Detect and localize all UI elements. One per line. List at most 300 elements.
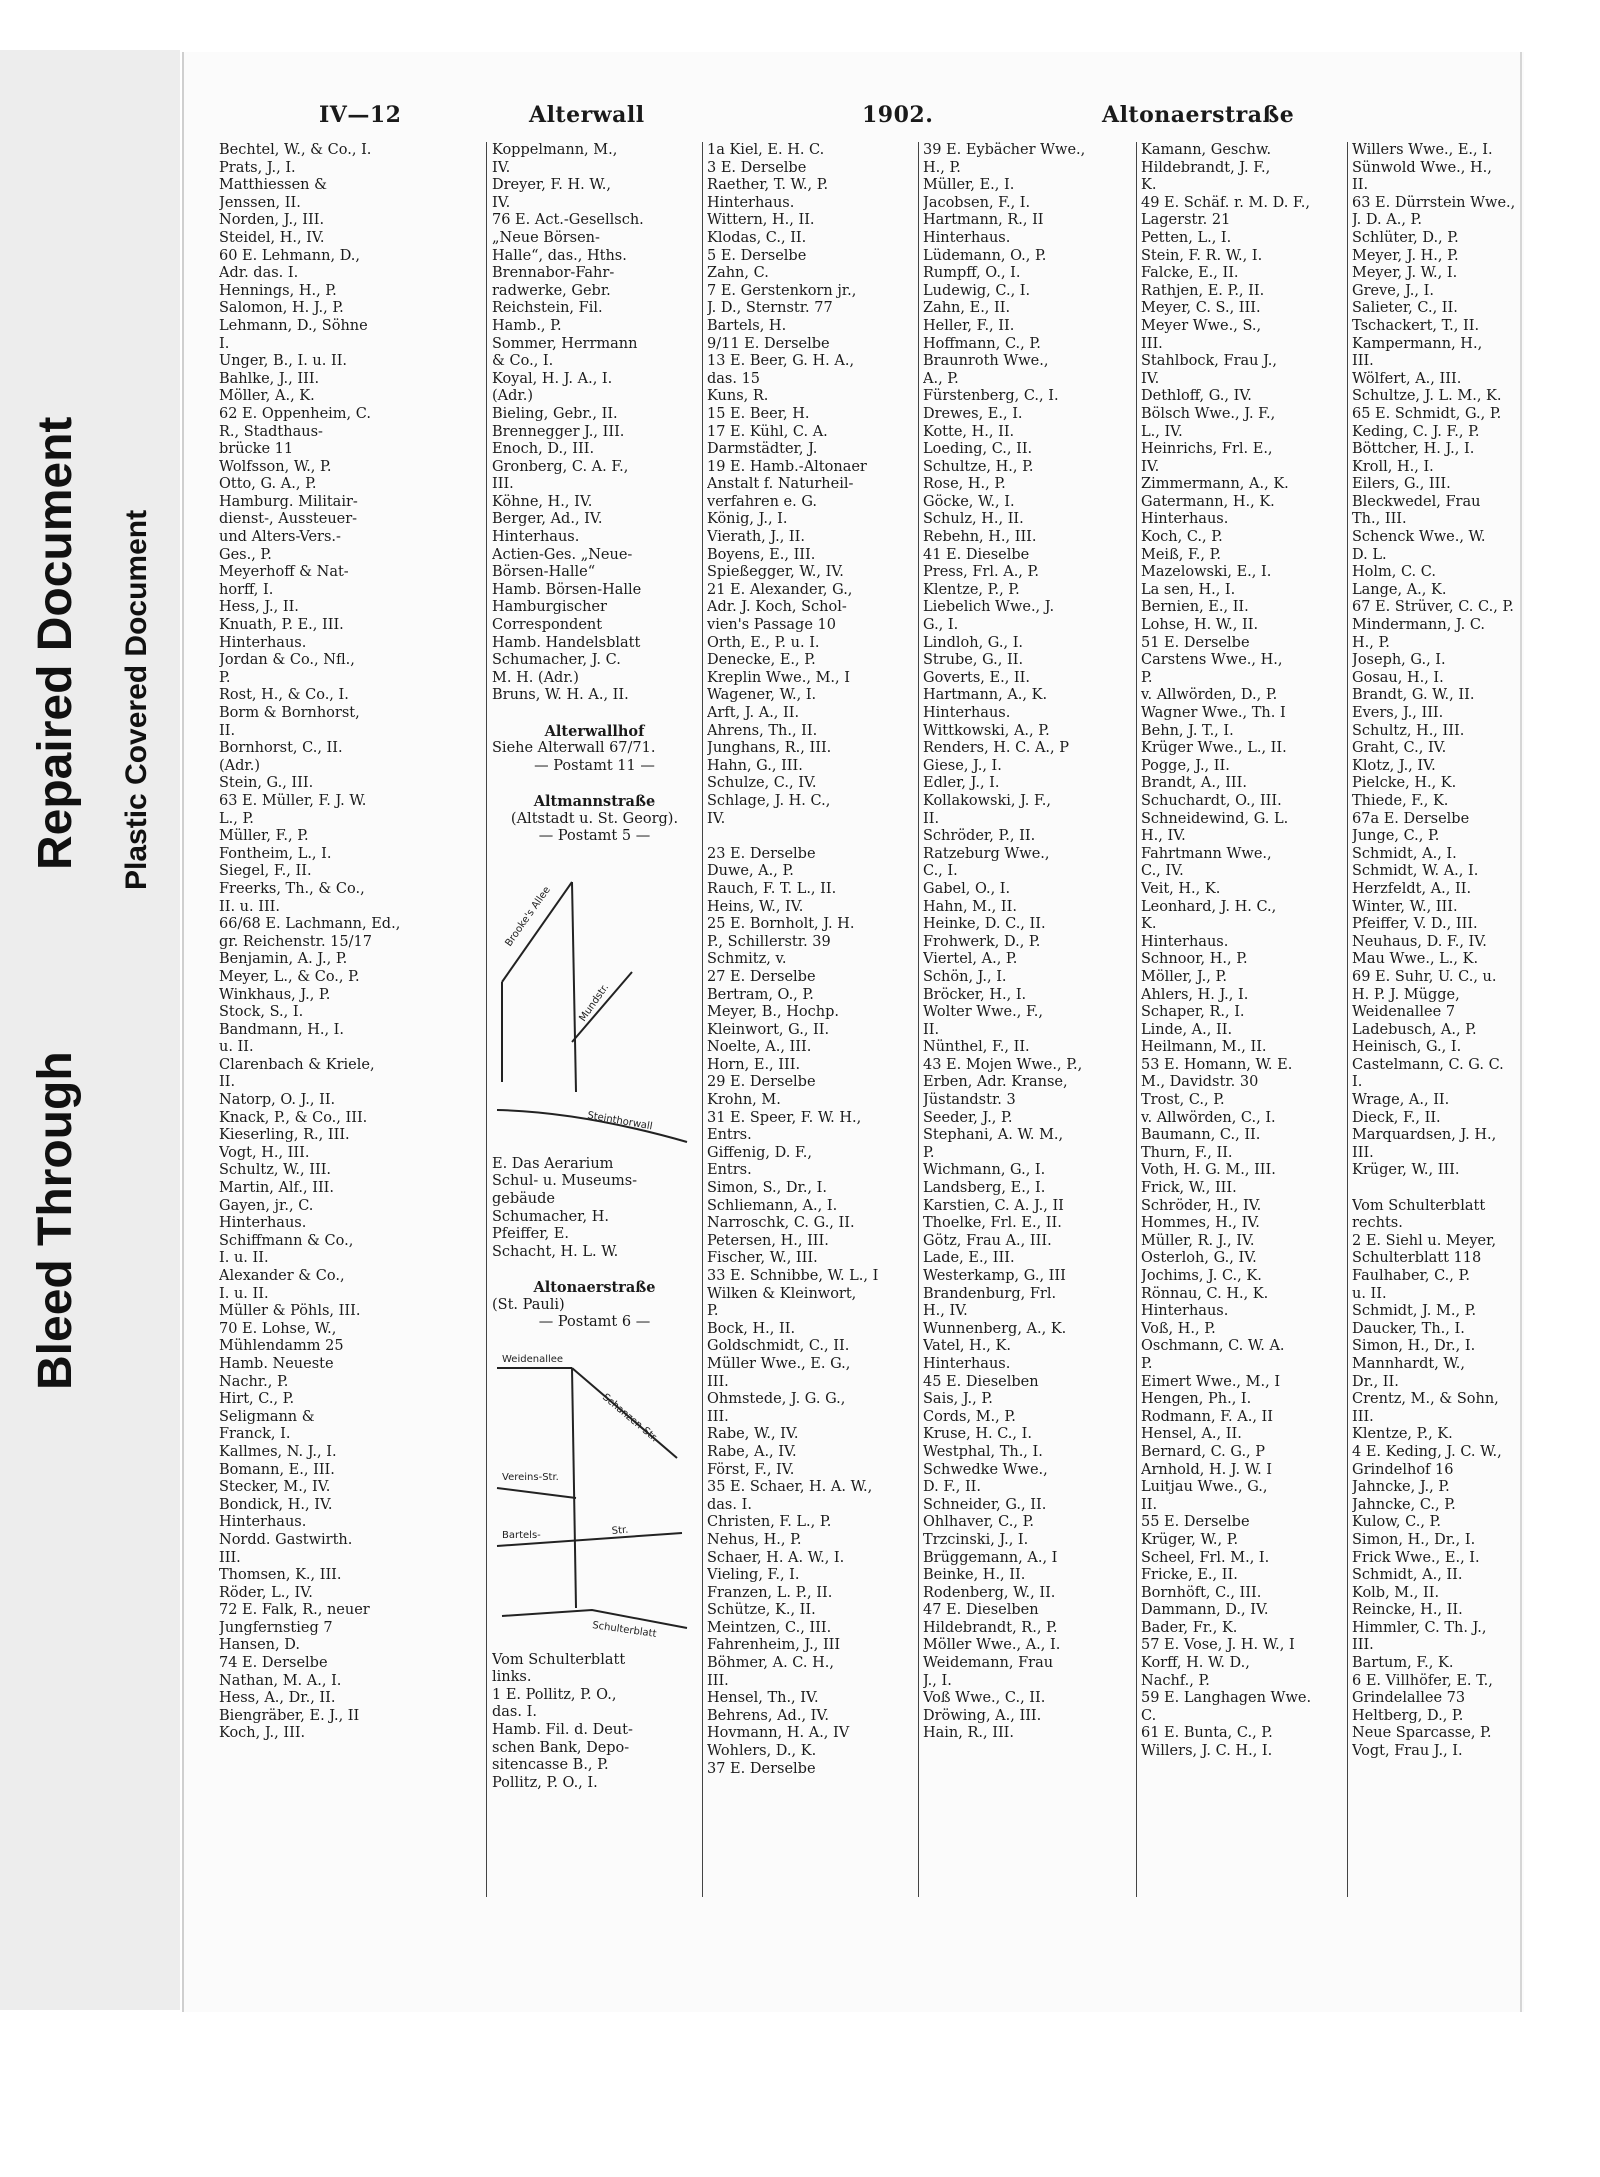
- directory-entry: I. u. II.: [219, 1250, 269, 1267]
- directory-entry: Stein, G., III.: [219, 775, 314, 792]
- directory-entry: Böhmer, A. C. H.,: [707, 1655, 834, 1672]
- directory-entry: Liebelich Wwe., J.: [923, 599, 1055, 616]
- directory-entry: Wittkowski, A., P.: [923, 722, 1050, 739]
- year-heading: 1902.: [862, 102, 934, 128]
- directory-entry: Schütze, K., II.: [707, 1602, 816, 1619]
- directory-entry: sitencasse B., P.: [492, 1757, 609, 1774]
- directory-entry: Linde, A., II.: [1141, 1021, 1233, 1038]
- directory-entry: H., IV.: [1141, 828, 1186, 845]
- directory-entry: Hinterhaus.: [1141, 933, 1229, 950]
- directory-entry: Alexander & Co.,: [219, 1268, 345, 1284]
- directory-entry: Mühlendamm 25: [219, 1338, 344, 1355]
- directory-entry: Hamb. Börsen-Halle: [492, 581, 642, 598]
- directory-entry: Hennings, H., P.: [219, 282, 337, 299]
- directory-entry: 67 E. Strüver, C. C., P.: [1352, 599, 1514, 616]
- directory-entry: Gronberg, C. A. F.,: [492, 458, 629, 475]
- directory-entry: D. F., II.: [923, 1479, 982, 1496]
- directory-entry: Götz, Frau A., III.: [923, 1232, 1052, 1249]
- column-3: [707, 142, 912, 1778]
- directory-entry: Krüger, W., III.: [1352, 1162, 1460, 1179]
- map-street-line: [497, 1488, 576, 1498]
- directory-entry: Winter, W., III.: [1352, 898, 1458, 915]
- directory-entry: Schlüter, D., P.: [1352, 229, 1459, 246]
- directory-entry: Halle“, das., Hths.: [492, 247, 627, 264]
- directory-entry: H., P.: [923, 159, 961, 176]
- directory-entry: 65 E. Schmidt, G., P.: [1352, 405, 1502, 422]
- map-street-label: Brooke's Allee: [503, 884, 553, 949]
- directory-entry: Beinke, H., II.: [923, 1567, 1026, 1584]
- directory-entry: II.: [1141, 1496, 1158, 1513]
- directory-entry: u. II.: [219, 1039, 254, 1056]
- directory-entry: Simon, H., Dr., I.: [1352, 1531, 1476, 1548]
- directory-entry: Trzcinski, J., I.: [923, 1531, 1029, 1548]
- directory-entry: Himmler, C. Th. J.,: [1352, 1619, 1487, 1636]
- directory-entry: Wolter Wwe., F.,: [923, 1004, 1043, 1021]
- directory-entry: Hartmann, R., II: [923, 212, 1044, 229]
- directory-entry: M., Davidstr. 30: [1141, 1074, 1259, 1091]
- directory-entry: Hansen, D.: [219, 1637, 300, 1654]
- directory-entry: Baumann, C., II.: [1141, 1127, 1261, 1144]
- directory-entry: Press, Frl. A., P.: [923, 564, 1039, 581]
- directory-entry: Duwe, A., P.: [707, 863, 794, 880]
- directory-entry: 7 E. Gerstenkorn jr.,: [707, 282, 857, 299]
- directory-entry: Vogt, Frau J., I.: [1352, 1743, 1463, 1760]
- directory-entry: Schröder, H., IV.: [1141, 1197, 1262, 1214]
- directory-entry: Grindelhof 16: [1352, 1461, 1454, 1478]
- directory-entry: Hess, A., Dr., II.: [219, 1690, 336, 1707]
- directory-entry: Adr. das. I.: [219, 265, 299, 282]
- directory-entry: Frick Wwe., E., I.: [1352, 1549, 1480, 1566]
- directory-entry: Vom Schulterblatt: [1352, 1197, 1486, 1214]
- directory-entry: Correspondent: [492, 617, 603, 634]
- directory-entry: Dr., II.: [1352, 1373, 1399, 1390]
- directory-entry: II.: [923, 810, 940, 827]
- directory-entry: Marquardsen, J. H.,: [1352, 1127, 1497, 1144]
- directory-entry: Mannhardt, W.,: [1352, 1355, 1465, 1372]
- directory-entry: Dethloff, G., IV.: [1141, 388, 1252, 405]
- directory-entry: Klentze, P., K.: [1352, 1426, 1453, 1443]
- directory-entry: K.: [1141, 916, 1157, 933]
- directory-entry: Schmidt, J. M., P.: [1352, 1303, 1477, 1320]
- directory-entry: Sais, J., P.: [923, 1391, 993, 1408]
- directory-entry: J. D. A., P.: [1352, 212, 1422, 229]
- directory-entry: das. 15: [707, 370, 761, 387]
- directory-entry: Wunnenberg, A., K.: [923, 1320, 1067, 1337]
- directory-entry: Kampermann, H.,: [1352, 335, 1483, 352]
- directory-entry: Falcke, E., II.: [1141, 265, 1239, 282]
- directory-entry: R., Stadthaus-: [219, 423, 323, 440]
- directory-entry: Bleckwedel, Frau: [1352, 493, 1481, 510]
- directory-entry: Boyens, E., III.: [707, 546, 816, 563]
- directory-entry: Horn, E., III.: [707, 1056, 801, 1073]
- directory-entry: Vieling, F., I.: [707, 1567, 800, 1584]
- directory-entry: III.: [1141, 335, 1163, 352]
- directory-entry: Wrage, A., II.: [1352, 1092, 1450, 1109]
- directory-entry: Schuchardt, O., III.: [1141, 792, 1282, 809]
- directory-entry: Kotte, H., II.: [923, 423, 1015, 440]
- directory-entry: Reichstein, Fil.: [492, 300, 603, 317]
- directory-entry: Hildebrandt, J. F.,: [1141, 159, 1271, 176]
- directory-entry: Schulz, H., II.: [923, 511, 1024, 528]
- directory-entry: Wichmann, G., I.: [923, 1162, 1046, 1179]
- directory-entry: Brennabor-Fahr-: [492, 265, 615, 282]
- map-street-label: Vereins-Str.: [502, 1471, 559, 1483]
- directory-entry: P., Schillerstr. 39: [707, 933, 831, 950]
- directory-entry: H., P.: [1352, 634, 1390, 651]
- directory-entry: Hoffmann, C., P.: [923, 335, 1041, 352]
- directory-entry: 37 E. Derselbe: [707, 1760, 816, 1777]
- directory-entry: 72 E. Falk, R., neuer: [219, 1602, 370, 1619]
- directory-entry: Pielcke, H., K.: [1352, 775, 1457, 792]
- directory-entry: L., IV.: [1141, 423, 1183, 440]
- directory-entry: Vatel, H., K.: [923, 1338, 1011, 1355]
- directory-entry: Entrs.: [707, 1162, 752, 1179]
- directory-entry: Hinterhaus.: [923, 229, 1011, 246]
- directory-entry: Mindermann, J. C.: [1352, 617, 1485, 634]
- directory-entry: Meiß, F., P.: [1141, 546, 1222, 563]
- directory-entry: Klodas, C., II.: [707, 229, 807, 246]
- directory-entry: Raether, T. W., P.: [707, 177, 829, 194]
- directory-entry: 17 E. Kühl, C. A.: [707, 423, 828, 440]
- directory-entry: Stock, S., I.: [219, 1004, 304, 1021]
- directory-entry: Dieck, F., II.: [1352, 1109, 1441, 1126]
- directory-entry: Bernard, C. G., P: [1141, 1443, 1266, 1460]
- directory-entry: Kleinwort, G., II.: [707, 1021, 830, 1038]
- map-street-label: Weidenallee: [502, 1353, 564, 1365]
- directory-entry: Hamburg. Militair-: [219, 493, 358, 510]
- column-2: [492, 142, 697, 1792]
- directory-entry: Nehus, H., P.: [707, 1531, 802, 1548]
- map-street-label: Str.: [611, 1524, 629, 1537]
- directory-entry: 6 E. Villhöfer, E. T.,: [1352, 1672, 1493, 1689]
- directory-entry: C., IV.: [1141, 863, 1184, 880]
- column-divider: [1136, 142, 1137, 1897]
- directory-entry: Dreyer, F. H. W.,: [492, 177, 611, 194]
- directory-entry: Krüger, W., P.: [1141, 1531, 1239, 1548]
- directory-entry: Weidemann, Frau: [923, 1655, 1054, 1672]
- directory-entry: v. Allwörden, D., P.: [1141, 687, 1278, 704]
- directory-entry: M. H. (Adr.): [492, 669, 579, 686]
- directory-entry: 45 E. Dieselben: [923, 1373, 1039, 1390]
- directory-entry: Fürstenberg, C., I.: [923, 388, 1059, 405]
- directory-entry: Kruse, H. C., I.: [923, 1426, 1032, 1443]
- directory-entry: Martin, Alf., III.: [219, 1180, 335, 1197]
- directory-entry: Arnhold, H. J. W. I: [1141, 1461, 1273, 1478]
- directory-entry: Fricke, E., II.: [1141, 1567, 1238, 1584]
- directory-entry: Oschmann, C. W. A.: [1141, 1338, 1285, 1355]
- directory-entry: Petten, L., I.: [1141, 229, 1232, 246]
- directory-entry: IV.: [1141, 370, 1160, 387]
- directory-entry: Bomann, E., III.: [219, 1461, 335, 1478]
- directory-entry: J. D., Sternstr. 77: [707, 300, 833, 317]
- directory-entry: Heilmann, M., II.: [1141, 1039, 1267, 1056]
- directory-entry: Bader, Fr., K.: [1141, 1619, 1238, 1636]
- directory-entry: Dammann, D., IV.: [1141, 1602, 1269, 1619]
- directory-entry: Renders, H. C. A., P: [923, 740, 1070, 757]
- directory-entry: Hildebrandt, R., P.: [923, 1619, 1058, 1636]
- directory-entry: Loeding, C., II.: [923, 441, 1033, 458]
- directory-entry: Hamb. Fil. d. Deut-: [492, 1722, 633, 1739]
- street-section-heading: Altonaerstraße: [533, 1278, 656, 1296]
- directory-entry: Pfeiffer, V. D., III.: [1352, 916, 1478, 933]
- directory-entry: J., I.: [923, 1672, 952, 1689]
- directory-entry: III.: [1352, 353, 1374, 370]
- directory-entry: Ludewig, C., I.: [923, 282, 1031, 299]
- directory-entry: 19 E. Hamb.-Altonaer: [707, 458, 867, 475]
- directory-entry: Wittern, H., II.: [707, 212, 815, 229]
- directory-entry: Kuns, R.: [707, 388, 769, 405]
- directory-entry: Rodmann, F. A., II: [1141, 1408, 1273, 1425]
- directory-entry: rechts.: [1352, 1215, 1403, 1232]
- directory-entry: Schultze, J. L. M., K.: [1352, 388, 1502, 405]
- directory-entry: brücke 11: [219, 441, 294, 458]
- directory-entry: Jahncke, C., P.: [1352, 1496, 1456, 1513]
- section-note: (Altstadt u. St. Georg).: [510, 810, 679, 827]
- directory-entry: Koch, J., III.: [219, 1725, 306, 1742]
- street-section-heading: Alterwallhof: [544, 722, 645, 740]
- directory-entry: 5 E. Derselbe: [707, 247, 807, 264]
- directory-entry: Lüdemann, O., P.: [923, 247, 1047, 264]
- directory-entry: Brandenburg, Frl.: [923, 1285, 1057, 1302]
- directory-entry: Schultz, W., III.: [219, 1162, 332, 1179]
- directory-entry: Tschackert, T., II.: [1352, 317, 1480, 334]
- directory-entry: Brandt, G. W., II.: [1352, 687, 1475, 704]
- directory-entry: P.: [923, 1144, 935, 1161]
- directory-entry: E. Das Aerarium: [492, 1155, 614, 1172]
- directory-entry: Schneider, G., II.: [923, 1496, 1047, 1513]
- directory-entry: 70 E. Lohse, W.,: [219, 1320, 337, 1337]
- directory-entry: I.: [219, 335, 230, 352]
- directory-entry: Schumacher, H.: [492, 1208, 609, 1225]
- directory-entry: Schnoor, H., P.: [1141, 951, 1248, 968]
- directory-entry: 35 E. Schaer, H. A. W.,: [707, 1479, 873, 1496]
- directory-entry: Eilers, G., III.: [1352, 476, 1451, 493]
- directory-entry: Bartum, F., K.: [1352, 1655, 1454, 1672]
- directory-entry: Hahn, M., II.: [923, 898, 1017, 915]
- directory-entry: 2 E. Siehl u. Meyer,: [1352, 1232, 1497, 1249]
- directory-entry: Schmitz, v.: [707, 951, 787, 968]
- directory-entry: Rost, H., & Co., I.: [219, 687, 349, 704]
- column-5: [1141, 142, 1346, 1761]
- directory-entry: verfahren e. G.: [707, 493, 817, 510]
- directory-entry: 53 E. Homann, W. E.: [1141, 1056, 1293, 1073]
- directory-entry: III.: [492, 476, 514, 493]
- directory-entry: P.: [1141, 669, 1153, 686]
- directory-entry: Jungfernstieg 7: [219, 1619, 333, 1636]
- directory-entry: IV.: [492, 159, 511, 176]
- directory-entry: Meyer, C. S., III.: [1141, 300, 1261, 317]
- directory-entry: 55 E. Derselbe: [1141, 1514, 1250, 1531]
- directory-entry: Brandt, A., III.: [1141, 775, 1247, 792]
- directory-entry: Entrs.: [707, 1127, 752, 1144]
- directory-entry: Schul- u. Museums-: [492, 1173, 638, 1190]
- directory-entry: Voth, H. G. M., III.: [1141, 1162, 1276, 1179]
- directory-entry: Hartmann, A., K.: [923, 687, 1048, 704]
- directory-entry: gebäude: [492, 1190, 555, 1207]
- directory-entry: Wolfsson, W., P.: [219, 458, 332, 475]
- directory-entry: Simon, H., Dr., I.: [1352, 1338, 1476, 1355]
- map-street-line: [572, 1368, 576, 1608]
- directory-entry: Wagner Wwe., Th. I: [1141, 705, 1286, 721]
- directory-entry: Schneidewind, G. L.: [1141, 810, 1289, 827]
- directory-entry: Benjamin, A. J., P.: [219, 951, 348, 968]
- directory-entry: Kreplin Wwe., M., I: [707, 669, 850, 686]
- directory-entry: Eimert Wwe., M., I: [1141, 1373, 1281, 1390]
- directory-entry: Mazelowski, E., I.: [1141, 564, 1272, 581]
- directory-entry: Matthiessen &: [219, 177, 328, 194]
- directory-entry: Lehmann, D., Söhne: [219, 317, 368, 334]
- directory-entry: Gosau, H., I.: [1352, 669, 1444, 686]
- directory-entry: Lohse, H. W., II.: [1141, 617, 1259, 634]
- directory-entry: 4 E. Keding, J. C. W.,: [1352, 1443, 1502, 1460]
- directory-entry: II.: [1352, 177, 1369, 194]
- directory-entry: 67a E. Derselbe: [1352, 810, 1470, 827]
- street-heading-left: Alterwall: [529, 102, 645, 128]
- spacer: [492, 705, 697, 723]
- directory-entry: Frohwerk, D., P.: [923, 933, 1041, 950]
- directory-entry: Voß, H., P.: [1141, 1320, 1216, 1337]
- directory-entry: 21 E. Alexander, G.,: [707, 581, 853, 598]
- column-divider: [1347, 142, 1348, 1897]
- directory-entry: 41 E. Dieselbe: [923, 546, 1030, 563]
- directory-entry: Ahlers, H. J., I.: [1141, 986, 1249, 1003]
- directory-entry: Junge, C., P.: [1352, 828, 1440, 845]
- directory-entry: Ohmstede, J. G. G.,: [707, 1391, 846, 1408]
- directory-page: [182, 52, 1524, 2012]
- directory-entry: III.: [219, 1549, 241, 1566]
- directory-entry: C., I.: [923, 863, 958, 880]
- directory-entry: Ladebusch, A., P.: [1352, 1021, 1477, 1038]
- directory-entry: IV.: [707, 810, 726, 827]
- directory-entry: Kollakowski, J. F.,: [923, 792, 1052, 809]
- directory-entry: Fontheim, L., I.: [219, 845, 332, 862]
- directory-entry: Bölsch Wwe., J. F.,: [1141, 405, 1276, 422]
- directory-entry: Müller & Pöhls, III.: [219, 1303, 361, 1320]
- directory-entry: K.: [1141, 177, 1157, 194]
- directory-entry: Siegel, F., II.: [219, 863, 312, 880]
- directory-entry: 31 E. Speer, F. W. H.,: [707, 1109, 862, 1126]
- directory-entry: Bernien, E., II.: [1141, 599, 1249, 616]
- directory-entry: Th., III.: [1352, 511, 1407, 528]
- directory-entry: Arft, J. A., II.: [707, 705, 800, 721]
- directory-entry: Rabe, W., IV.: [707, 1426, 799, 1443]
- map-street-label: Steinthorwall: [586, 1109, 654, 1133]
- directory-entry: Westphal, Th., I.: [923, 1443, 1043, 1460]
- directory-entry: G., I.: [923, 617, 959, 634]
- directory-entry: Bruns, W. H. A., II.: [492, 687, 629, 704]
- directory-entry: 63 E. Müller, F. J. W.: [219, 792, 367, 809]
- directory-entry: Meyer, B., Hochp.: [707, 1004, 839, 1021]
- directory-entry: Heller, F., II.: [923, 317, 1015, 334]
- page-edge-shadow: [1520, 52, 1522, 2012]
- directory-entry: Meyer Wwe., S.,: [1141, 317, 1262, 334]
- directory-entry: II.: [219, 1074, 236, 1091]
- directory-entry: III.: [707, 1373, 729, 1390]
- directory-entry: Pfeiffer, E.: [492, 1226, 569, 1243]
- directory-entry: Meintzen, C., III.: [707, 1619, 832, 1636]
- directory-entry: Behn, J. T., I.: [1141, 722, 1234, 739]
- directory-entry: Rodenberg, W., II.: [923, 1584, 1056, 1601]
- directory-entry: Koyal, H. J. A., I.: [492, 370, 613, 387]
- directory-entry: 13 E. Beer, G. H. A.,: [707, 353, 855, 370]
- directory-entry: Hensel, Th., IV.: [707, 1690, 819, 1707]
- directory-entry: Spießegger, W., IV.: [707, 564, 844, 581]
- directory-entry: Bertram, O., P.: [707, 986, 814, 1003]
- directory-entry: Schaper, R., I.: [1141, 1004, 1245, 1021]
- directory-entry: Müller Wwe., E. G.,: [707, 1355, 851, 1372]
- directory-entry: Viertel, A., P.: [923, 951, 1018, 968]
- directory-entry: Goverts, E., II.: [923, 669, 1030, 686]
- directory-entry: Koch, C., P.: [1141, 529, 1223, 546]
- directory-entry: Carstens Wwe., H.,: [1141, 652, 1283, 669]
- directory-entry: Hamb., P.: [492, 317, 562, 334]
- directory-entry: 25 E. Bornholt, J. H.: [707, 916, 855, 933]
- directory-entry: Rönnau, C. H., K.: [1141, 1285, 1269, 1302]
- street-section-heading: Altmannstraße: [533, 792, 656, 810]
- directory-entry: Hinterhaus.: [1141, 1303, 1229, 1320]
- directory-entry: Biengräber, E. J., II: [219, 1707, 360, 1724]
- directory-entry: Hinterhaus.: [492, 529, 580, 546]
- directory-entry: Erben, Adr. Kranse,: [923, 1074, 1068, 1091]
- directory-entry: Bandmann, H., I.: [219, 1021, 345, 1038]
- directory-entry: das. I.: [707, 1496, 752, 1513]
- directory-entry: Fahrenheim, J., III: [707, 1637, 841, 1654]
- directory-entry: Ohlhaver, C., P.: [923, 1514, 1035, 1531]
- spacer: [707, 828, 912, 846]
- street-map-altonaerstrasse: [492, 1338, 692, 1648]
- directory-entry: C.: [1141, 1707, 1157, 1724]
- column-divider: [918, 142, 919, 1897]
- directory-entry: III.: [1352, 1637, 1374, 1654]
- directory-entry: Scheel, Frl. M., I.: [1141, 1549, 1270, 1566]
- directory-entry: (Adr.): [219, 757, 261, 774]
- directory-entry: P.: [1141, 1355, 1153, 1372]
- directory-entry: Dröwing, A., III.: [923, 1707, 1042, 1724]
- directory-entry: Denecke, E., P.: [707, 652, 816, 669]
- directory-entry: Freerks, Th., & Co.,: [219, 880, 365, 897]
- spacer: [492, 1261, 697, 1279]
- directory-entry: Willers, J. C. H., I.: [1141, 1743, 1273, 1760]
- spacer: [1352, 1180, 1557, 1198]
- directory-entry: 3 E. Derselbe: [707, 159, 807, 176]
- directory-entry: Giese, J., I.: [923, 757, 1002, 774]
- directory-entry: Borm & Bornhorst,: [219, 705, 360, 721]
- directory-entry: Kieserling, R., III.: [219, 1127, 350, 1144]
- directory-entry: 57 E. Vose, J. H. W., I: [1141, 1637, 1295, 1654]
- directory-entry: 27 E. Derselbe: [707, 968, 816, 985]
- directory-entry: 1 E. Pollitz, P. O.,: [492, 1686, 617, 1703]
- directory-entry: Karstien, C. A. J., II: [923, 1197, 1064, 1214]
- directory-entry: II. u. III.: [219, 898, 281, 915]
- directory-entry: Seligmann &: [219, 1408, 315, 1425]
- map-street-label: Mundstr.: [577, 981, 612, 1024]
- directory-entry: Westerkamp, G., III: [923, 1268, 1066, 1284]
- directory-entry: Keding, C. J. F., P.: [1352, 423, 1480, 440]
- directory-entry: Seeder, J., P.: [923, 1109, 1013, 1126]
- section-note: — Postamt 5 —: [538, 828, 651, 845]
- directory-entry: Meyer, J. H., P.: [1352, 247, 1459, 264]
- directory-entry: Wölfert, A., III.: [1352, 370, 1462, 387]
- directory-entry: Krüger Wwe., L., II.: [1141, 740, 1287, 757]
- directory-entry: Evers, J., III.: [1352, 705, 1444, 721]
- directory-entry: D. L.: [1352, 546, 1387, 563]
- directory-entry: Schumacher, J. C.: [492, 652, 621, 669]
- map-street-line: [572, 882, 576, 1092]
- directory-entry: Actien-Ges. „Neue-: [492, 546, 633, 563]
- directory-entry: Braunroth Wwe.,: [923, 353, 1049, 370]
- directory-entry: Schulze, C., IV.: [707, 775, 817, 792]
- directory-entry: Bartels, H.: [707, 317, 787, 334]
